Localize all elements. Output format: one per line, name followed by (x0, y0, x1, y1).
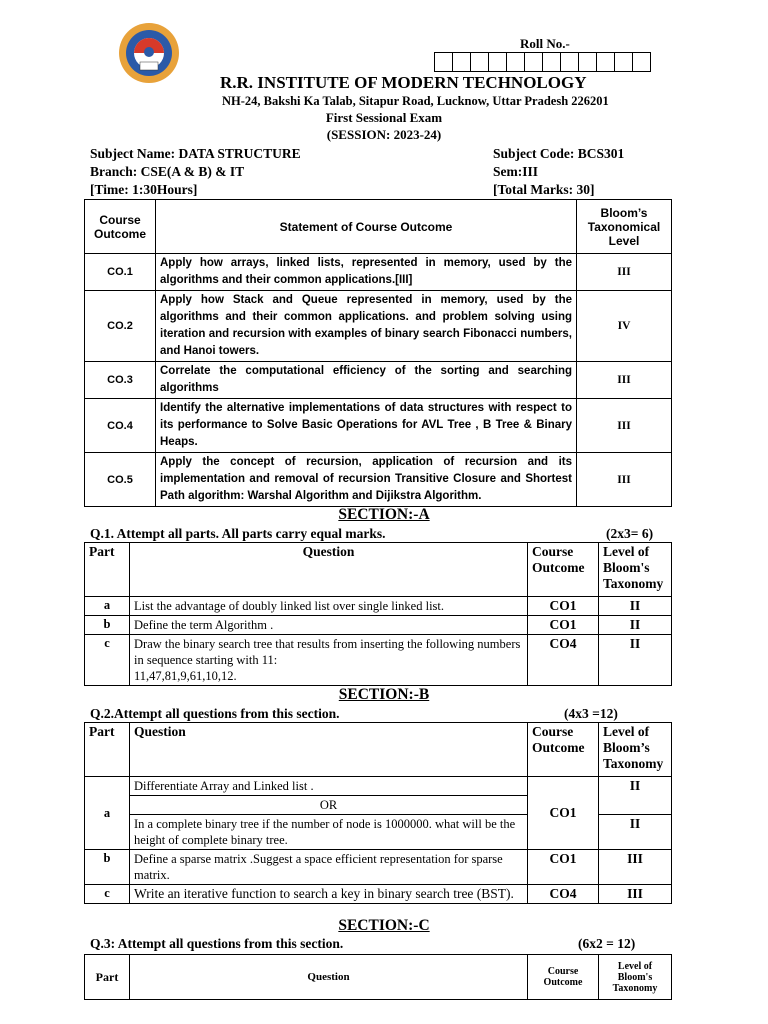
header-course-outcome: Course Outcome (528, 955, 599, 1000)
co-statement: Apply how arrays, linked lists, represented in memory, used by the algorithms and their common applications.[III] (156, 254, 577, 291)
semester: Sem:III (493, 164, 539, 179)
total-marks: [Total Marks: 30] (493, 182, 595, 197)
roll-number-label: Roll No.- (520, 36, 570, 51)
co-level: III (577, 399, 672, 453)
table-row (85, 291, 672, 362)
header-question: Question (130, 955, 528, 1000)
course-outcome: CO1 (528, 850, 599, 885)
part-label: a (85, 597, 130, 616)
table-row (85, 597, 672, 616)
part-label: a (85, 777, 130, 850)
part-label: c (85, 885, 130, 904)
section-a-table (84, 542, 672, 686)
header-level: Level of Bloom’s Taxonomy (599, 723, 672, 777)
bloom-level: III (599, 850, 672, 885)
question-text: Differentiate Array and Linked list . (130, 777, 528, 796)
question-number-sequence: 11,47,81,9,61,10,12. (134, 669, 237, 683)
question-text: Define a sparse matrix .Suggest a space efficient representation for sparse matrix. (130, 850, 528, 885)
question-text (130, 635, 528, 686)
bloom-level: II (599, 815, 672, 850)
subject-code: Subject Code: BCS301 (493, 146, 625, 161)
part-label: b (85, 616, 130, 635)
part-label: b (85, 850, 130, 885)
table-row (85, 885, 672, 904)
bloom-level: II (599, 635, 672, 686)
header-level: Level of Bloom's Taxonomy (599, 543, 672, 597)
bloom-level: II (599, 777, 672, 815)
table-row (85, 362, 672, 399)
co-code: CO.5 (85, 453, 156, 507)
header-level: Level of Bloom's Taxonomy (599, 955, 672, 1000)
course-outcome: CO1 (528, 597, 599, 616)
section-c-title: SECTION:-C (338, 917, 430, 934)
institute-name: R.R. INSTITUTE OF MODERN TECHNOLOGY (220, 73, 587, 92)
question-text-line: Draw the binary search tree that results from inserting the following numbers in sequence starting with 11: (134, 637, 521, 667)
part-label: c (85, 635, 130, 686)
course-outcome: CO4 (528, 885, 599, 904)
bloom-level: II (599, 616, 672, 635)
table-row (85, 254, 672, 291)
course-outcome-table (84, 199, 672, 507)
co-level: III (577, 362, 672, 399)
section-b-marks: (4x3 =12) (564, 706, 618, 721)
header-part: Part (85, 723, 130, 777)
question-text: Define the term Algorithm . (130, 616, 528, 635)
co-statement: Apply the concept of recursion, application of recursion and its implementation and removal of recursion Transitive Closure and Shortest Path algorithm: Warshal Algorithm and Dijikstra Algorithm. (156, 453, 577, 507)
header-question: Question (130, 723, 528, 777)
section-a-instruction: Q.1. Attempt all parts. All parts carry equal marks. (90, 526, 386, 541)
branch: Branch: CSE(A & B) & IT (90, 164, 245, 179)
section-a-title: SECTION:-A (338, 506, 430, 523)
section-b-table (84, 722, 672, 904)
header-part: Part (85, 955, 130, 1000)
section-c-instruction: Q.3: Attempt all questions from this section. (90, 936, 344, 951)
co-statement: Apply how Stack and Queue represented in memory, used by the algorithms and their common applications. and problem solving using iteration and recursion with examples of binary search Fibonacci numbers, and Hanoi towers. (156, 291, 577, 362)
co-code: CO.3 (85, 362, 156, 399)
table-row (85, 635, 672, 686)
section-c-marks: (6x2 = 12) (578, 936, 636, 951)
table-row (85, 777, 672, 796)
institute-address: NH-24, Bakshi Ka Talab, Sitapur Road, Lucknow, Uttar Pradesh 226201 (222, 94, 609, 108)
exam-title: First Sessional Exam (325, 110, 443, 125)
institute-logo (118, 22, 180, 84)
question-text: Write an iterative function to search a key in binary search tree (BST). (130, 885, 528, 904)
question-text: List the advantage of doubly linked list over single linked list. (130, 597, 528, 616)
co-code: CO.1 (85, 254, 156, 291)
co-level: III (577, 453, 672, 507)
co-header-statement: Statement of Course Outcome (156, 200, 577, 254)
header-part: Part (85, 543, 130, 597)
table-row (85, 616, 672, 635)
or-separator: OR (130, 796, 528, 815)
session-label: (SESSION: 2023-24) (326, 127, 442, 142)
section-a-marks: (2x3= 6) (606, 526, 654, 541)
course-outcome: CO4 (528, 635, 599, 686)
co-statement: Identify the alternative implementations of data structures with respect to its performance to Solve Basic Operations for AVL Tree , B Tree & Binary Heaps. (156, 399, 577, 453)
section-b-title: SECTION:-B (338, 686, 430, 703)
co-level: III (577, 254, 672, 291)
section-c-table (84, 954, 672, 1000)
header-course-outcome: Course Outcome (528, 543, 599, 597)
bloom-level: II (599, 597, 672, 616)
question-text: In a complete binary tree if the number of node is 1000000. what will be the height of complete binary tree. (130, 815, 528, 850)
subject-name: Subject Name: DATA STRUCTURE (90, 146, 301, 161)
header-course-outcome: Course Outcome (528, 723, 599, 777)
co-level: IV (577, 291, 672, 362)
course-outcome: CO1 (528, 616, 599, 635)
co-code: CO.2 (85, 291, 156, 362)
course-outcome: CO1 (528, 777, 599, 850)
co-code: CO.4 (85, 399, 156, 453)
co-statement: Correlate the computational efficiency of the sorting and searching algorithms (156, 362, 577, 399)
table-row (85, 399, 672, 453)
section-b-instruction: Q.2.Attempt all questions from this section. (90, 706, 340, 721)
header-question: Question (130, 543, 528, 597)
table-row (85, 850, 672, 885)
bloom-level: III (599, 885, 672, 904)
co-header-level: Bloom’s Taxonomical Level (577, 200, 672, 254)
exam-time: [Time: 1:30Hours] (90, 182, 198, 197)
table-row (85, 453, 672, 507)
co-header-outcome: Course Outcome (85, 200, 156, 254)
roll-number-boxes[interactable] (434, 52, 651, 72)
